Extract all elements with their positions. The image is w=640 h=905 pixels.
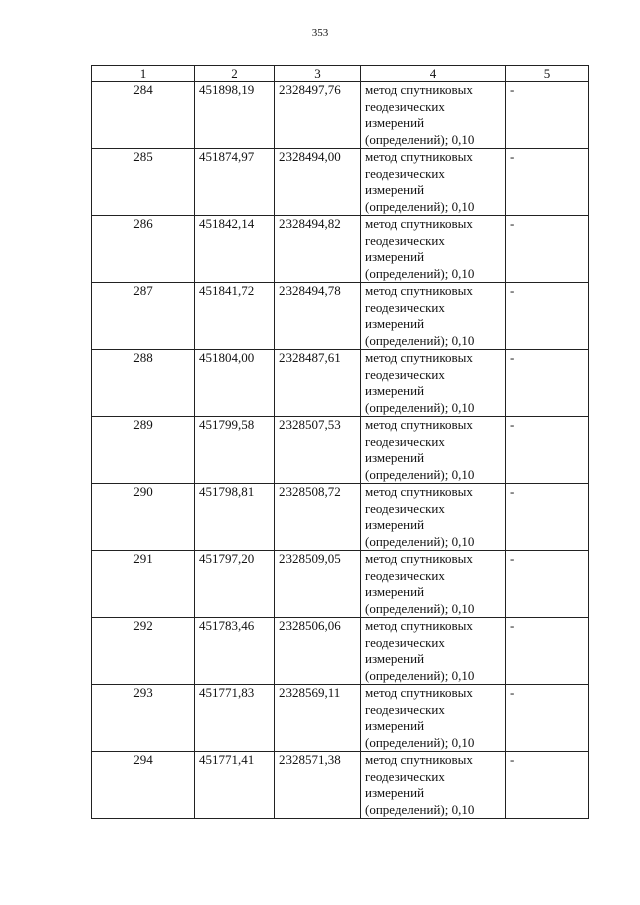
method-line: геодезических — [365, 433, 445, 449]
note-cell: - — [506, 149, 589, 216]
method-line: измерений — [365, 383, 425, 398]
x-coordinate-cell: 451804,00 — [195, 350, 275, 417]
coordinates-table — [91, 65, 589, 819]
method-line: (определений); 0,10 — [365, 466, 475, 482]
note-cell: - — [506, 551, 589, 618]
page-number: 353 — [311, 27, 329, 39]
x-coordinate-cell: 451771,41 — [195, 752, 275, 819]
point-number-cell: 294 — [92, 752, 195, 819]
x-coordinate-cell: 451841,72 — [195, 283, 275, 350]
x-coordinate-cell: 451799,58 — [195, 417, 275, 484]
note-cell: - — [506, 685, 589, 752]
note-cell: - — [506, 283, 589, 350]
method-line: измерений — [365, 584, 425, 599]
x-coordinate-cell: 451798,81 — [195, 484, 275, 551]
method-line: геодезических — [365, 232, 445, 248]
method-cell — [361, 484, 506, 551]
point-number-cell: 292 — [92, 618, 195, 685]
method-line: (определений); 0,10 — [365, 265, 475, 281]
method-line: метод спутниковых — [365, 551, 473, 566]
method-cell — [361, 618, 506, 685]
method-line: метод спутниковых — [365, 752, 473, 767]
x-coordinate-cell: 451771,83 — [195, 685, 275, 752]
y-coordinate-cell: 2328487,61 — [275, 350, 361, 417]
method-line: геодезических — [365, 299, 445, 315]
note-cell: - — [506, 350, 589, 417]
method-line: (определений); 0,10 — [365, 399, 475, 415]
y-coordinate-cell: 2328569,11 — [275, 685, 361, 752]
method-line: измерений — [365, 517, 425, 532]
method-line: измерений — [365, 718, 425, 733]
method-cell — [361, 417, 506, 484]
method-line: (определений); 0,10 — [365, 332, 475, 348]
table-row — [92, 417, 589, 484]
y-coordinate-cell: 2328494,82 — [275, 216, 361, 283]
table-row — [92, 149, 589, 216]
method-line: геодезических — [365, 768, 445, 784]
method-line: геодезических — [365, 701, 445, 717]
x-coordinate-cell: 451797,20 — [195, 551, 275, 618]
table-row — [92, 618, 589, 685]
method-line: метод спутниковых — [365, 149, 473, 164]
x-coordinate-cell: 451842,14 — [195, 216, 275, 283]
table-row — [92, 283, 589, 350]
method-line: метод спутниковых — [365, 350, 473, 365]
method-cell — [361, 752, 506, 819]
point-number-cell: 287 — [92, 283, 195, 350]
point-number-cell: 290 — [92, 484, 195, 551]
method-line: (определений); 0,10 — [365, 533, 475, 549]
method-line: измерений — [365, 651, 425, 666]
point-number-cell: 285 — [92, 149, 195, 216]
method-line: измерений — [365, 182, 425, 197]
note-cell: - — [506, 216, 589, 283]
method-line: (определений); 0,10 — [365, 734, 475, 750]
method-cell — [361, 216, 506, 283]
method-line: измерений — [365, 115, 425, 130]
column-header-2: 2 — [195, 66, 275, 82]
y-coordinate-cell: 2328509,05 — [275, 551, 361, 618]
method-line: измерений — [365, 450, 425, 465]
method-line: метод спутниковых — [365, 216, 473, 231]
method-cell — [361, 149, 506, 216]
y-coordinate-cell: 2328506,06 — [275, 618, 361, 685]
method-cell — [361, 685, 506, 752]
method-line: (определений); 0,10 — [365, 198, 475, 214]
y-coordinate-cell: 2328508,72 — [275, 484, 361, 551]
table-body — [92, 82, 589, 819]
method-line: измерений — [365, 316, 425, 331]
method-line: измерений — [365, 249, 425, 264]
note-cell: - — [506, 752, 589, 819]
table-row — [92, 551, 589, 618]
table-header-row — [92, 66, 589, 82]
table-row — [92, 685, 589, 752]
method-line: (определений); 0,10 — [365, 667, 475, 683]
point-number-cell: 288 — [92, 350, 195, 417]
method-line: (определений); 0,10 — [365, 600, 475, 616]
table-row — [92, 484, 589, 551]
y-coordinate-cell: 2328494,78 — [275, 283, 361, 350]
x-coordinate-cell: 451874,97 — [195, 149, 275, 216]
column-header-3: 3 — [275, 66, 361, 82]
y-coordinate-cell: 2328497,76 — [275, 82, 361, 149]
y-coordinate-cell: 2328571,38 — [275, 752, 361, 819]
method-line: геодезических — [365, 567, 445, 583]
method-line: геодезических — [365, 500, 445, 516]
method-line: геодезических — [365, 366, 445, 382]
method-line: метод спутниковых — [365, 283, 473, 298]
method-line: метод спутниковых — [365, 484, 473, 499]
method-cell — [361, 551, 506, 618]
column-header-4: 4 — [361, 66, 506, 82]
point-number-cell: 286 — [92, 216, 195, 283]
y-coordinate-cell: 2328494,00 — [275, 149, 361, 216]
x-coordinate-cell: 451783,46 — [195, 618, 275, 685]
point-number-cell: 284 — [92, 82, 195, 149]
method-line: геодезических — [365, 165, 445, 181]
method-line: измерений — [365, 785, 425, 800]
y-coordinate-cell: 2328507,53 — [275, 417, 361, 484]
method-line: метод спутниковых — [365, 417, 473, 432]
table-row — [92, 752, 589, 819]
x-coordinate-cell: 451898,19 — [195, 82, 275, 149]
method-line: метод спутниковых — [365, 685, 473, 700]
method-line: (определений); 0,10 — [365, 801, 475, 817]
method-cell — [361, 82, 506, 149]
column-header-1: 1 — [92, 66, 195, 82]
note-cell: - — [506, 417, 589, 484]
note-cell: - — [506, 484, 589, 551]
point-number-cell: 291 — [92, 551, 195, 618]
method-line: (определений); 0,10 — [365, 131, 475, 147]
method-line: геодезических — [365, 634, 445, 650]
method-cell — [361, 350, 506, 417]
point-number-cell: 293 — [92, 685, 195, 752]
column-header-5: 5 — [506, 66, 589, 82]
table-row — [92, 82, 589, 149]
method-line: метод спутниковых — [365, 82, 473, 97]
table-row — [92, 216, 589, 283]
method-line: геодезических — [365, 98, 445, 114]
note-cell: - — [506, 618, 589, 685]
note-cell: - — [506, 82, 589, 149]
table-row — [92, 350, 589, 417]
method-line: метод спутниковых — [365, 618, 473, 633]
point-number-cell: 289 — [92, 417, 195, 484]
method-cell — [361, 283, 506, 350]
